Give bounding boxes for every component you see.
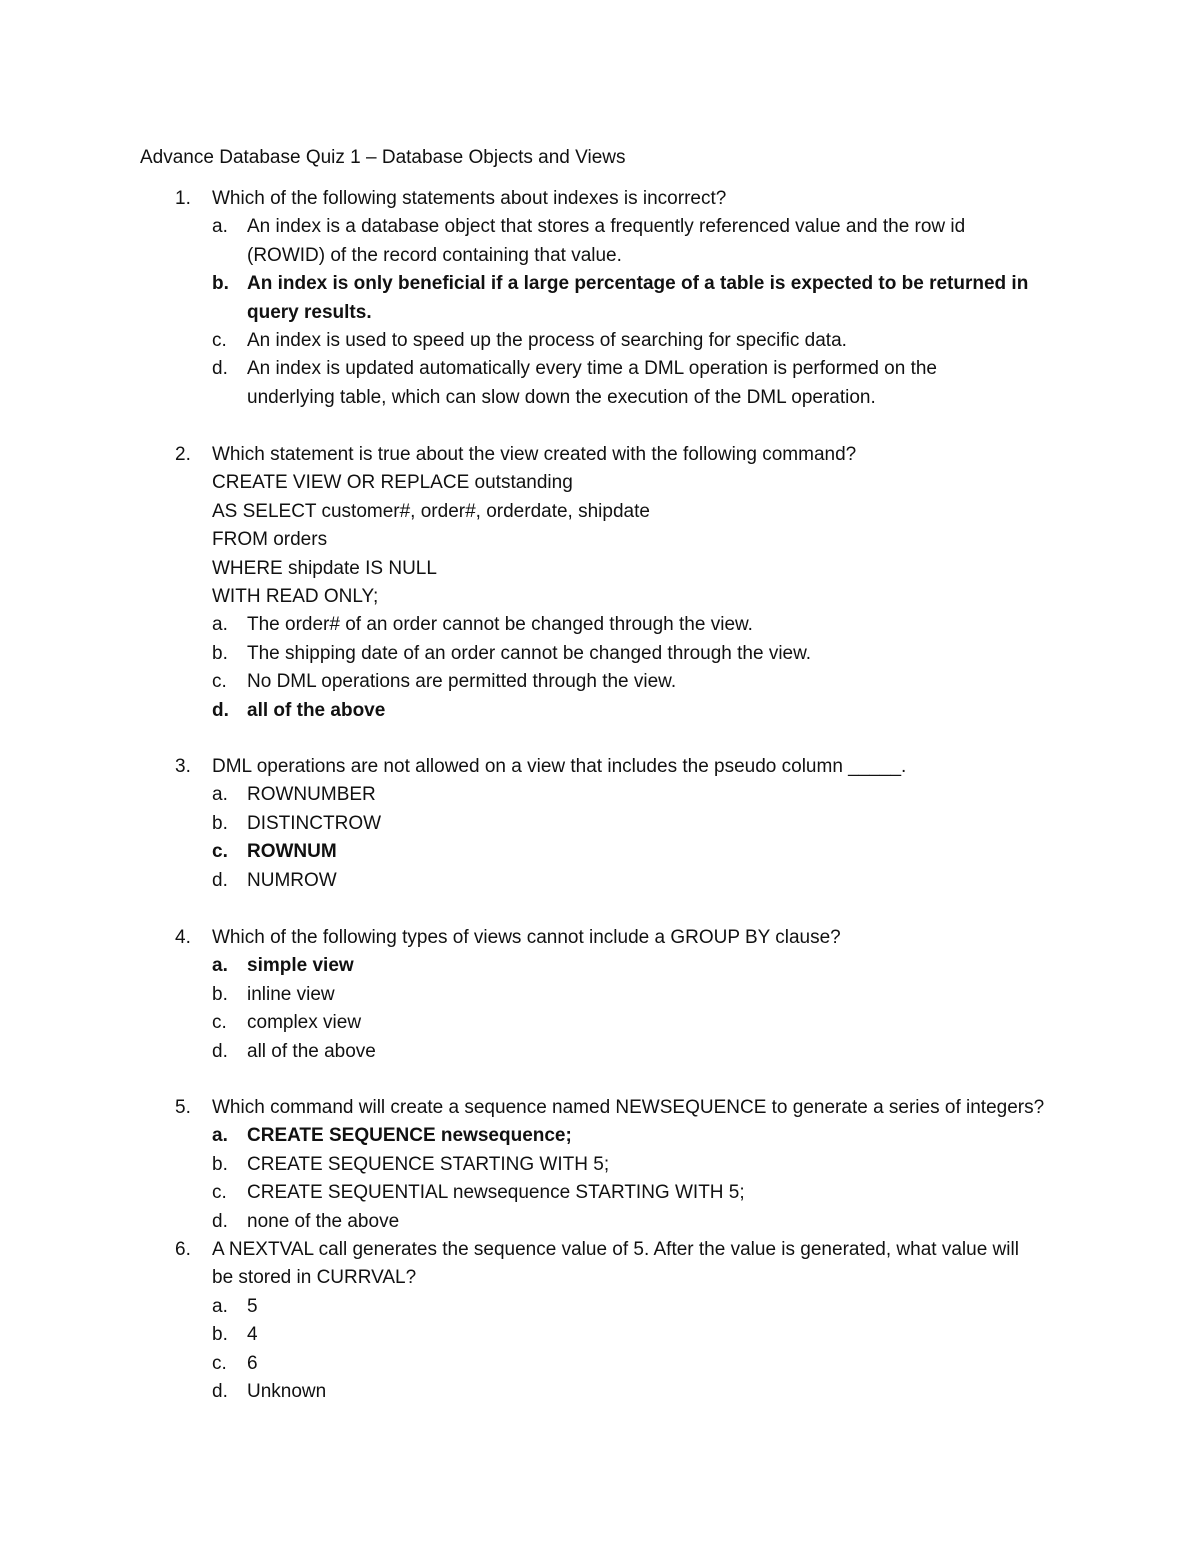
question-line [0,583,1200,611]
question-text: CREATE VIEW OR REPLACE outstanding [212,472,573,494]
question-line [0,1236,1200,1264]
option-b-line [0,299,1200,327]
question-5 [0,1094,1200,1236]
option-b-line [0,1321,1200,1349]
option-letter: d. [212,358,228,380]
question-text: be stored in CURRVAL? [212,1267,417,1289]
option-text: ROWNUM [247,841,337,863]
option-text: NUMROW [247,869,337,891]
question-line [0,526,1200,554]
option-c-line [0,838,1200,866]
option-letter: b. [212,1324,228,1346]
question-number: 5. [175,1097,191,1118]
option-text: 4 [247,1324,258,1346]
question-line [0,1094,1200,1122]
option-a-line [0,242,1200,270]
option-text: 5 [247,1295,258,1317]
question-line [0,441,1200,469]
option-a-line [0,1122,1200,1150]
option-letter: d. [212,1210,228,1232]
question-line [0,1264,1200,1292]
option-letter: d. [212,869,228,891]
question-text: A NEXTVAL call generates the sequence value of 5. After the value is generated, what value will [212,1239,1019,1260]
question-number: 3. [175,756,191,777]
option-text: An index is updated automatically every time a DML operation is performed on the [247,358,937,380]
question-text: WITH READ ONLY; [212,585,379,607]
option-text: An index is used to speed up the process of searching for specific data. [247,329,847,351]
option-c-line [0,327,1200,355]
option-text: ROWNUMBER [247,784,376,806]
option-text: query results. [247,301,372,323]
option-text: An index is only beneficial if a large percentage of a table is expected to be returned in [247,273,1029,295]
option-letter: a. [212,1125,228,1147]
page-title: Advance Database Quiz 1 – Database Objects and Views [140,147,626,168]
option-text: The shipping date of an order cannot be changed through the view. [247,642,812,664]
option-letter: c. [212,329,227,351]
option-text: simple view [247,955,354,977]
option-c-line [0,1009,1200,1037]
question-6 [0,1236,1200,1406]
option-text: none of the above [247,1210,400,1232]
question-text: WHERE shipdate IS NULL [212,557,437,579]
option-text: all of the above [247,1040,376,1062]
option-letter: c. [212,671,227,693]
option-a-line [0,213,1200,241]
option-a-line [0,1293,1200,1321]
option-letter: c. [212,1352,227,1374]
option-letter: c. [212,1182,227,1204]
option-letter: b. [212,642,228,664]
option-b-line [0,270,1200,298]
option-text: all of the above [247,699,386,721]
option-b-line [0,981,1200,1009]
question-line [0,469,1200,497]
option-text: CREATE SEQUENCE STARTING WITH 5; [247,1153,610,1175]
option-text: complex view [247,1012,362,1034]
option-d-line [0,1208,1200,1236]
option-d-line [0,1038,1200,1066]
option-d-line [0,697,1200,725]
option-text: No DML operations are permitted through the view. [247,671,677,693]
question-1 [0,185,1200,412]
option-text: (ROWID) of the record containing that value. [247,244,622,266]
option-b-line [0,640,1200,668]
option-text: Unknown [247,1380,327,1402]
question-line [0,924,1200,952]
option-text: underlying table, which can slow down the execution of the DML operation. [247,386,876,408]
option-letter: b. [212,273,229,295]
question-line [0,498,1200,526]
option-text: 6 [247,1352,258,1374]
option-c-line [0,668,1200,696]
option-letter: a. [212,955,228,977]
question-text: Which of the following types of views cannot include a GROUP BY clause? [212,927,841,948]
option-text: An index is a database object that stores a frequently referenced value and the row id [247,216,966,238]
option-letter: d. [212,699,229,721]
option-d-line [0,1378,1200,1406]
option-letter: d. [212,1380,228,1402]
option-b-line [0,1151,1200,1179]
option-text: DISTINCTROW [247,812,382,834]
question-4 [0,924,1200,1066]
option-letter: d. [212,1040,228,1062]
option-letter: c. [212,1012,227,1034]
question-text: FROM orders [212,529,328,551]
option-d-line [0,355,1200,383]
option-a-line [0,781,1200,809]
option-letter: b. [212,1153,228,1175]
question-text: Which statement is true about the view created with the following command? [212,444,857,465]
option-d-line [0,867,1200,895]
question-number: 1. [175,188,191,209]
question-number: 4. [175,927,191,948]
question-line [0,753,1200,781]
option-letter: b. [212,983,228,1005]
option-text: inline view [247,983,335,1005]
option-letter: b. [212,812,228,834]
option-letter: a. [212,614,228,636]
option-a-line [0,611,1200,639]
option-c-line [0,1179,1200,1207]
question-3 [0,753,1200,895]
question-text: AS SELECT customer#, order#, orderdate, shipdate [212,500,650,522]
option-letter: a. [212,1295,228,1317]
question-number: 2. [175,444,191,465]
option-text: CREATE SEQUENTIAL newsequence STARTING WITH 5; [247,1182,745,1204]
question-line [0,185,1200,213]
option-letter: c. [212,841,228,863]
option-b-line [0,810,1200,838]
option-c-line [0,1350,1200,1378]
question-2 [0,441,1200,725]
option-letter: a. [212,216,228,238]
question-text: DML operations are not allowed on a view that includes the pseudo column _____. [212,756,907,777]
option-text: The order# of an order cannot be changed through the view. [247,614,753,636]
question-line [0,555,1200,583]
option-text: CREATE SEQUENCE newsequence; [247,1125,572,1147]
question-text: Which command will create a sequence named NEWSEQUENCE to generate a series of integers? [212,1097,1045,1118]
option-d-line [0,384,1200,412]
question-text: Which of the following statements about indexes is incorrect? [212,188,727,209]
option-letter: a. [212,784,228,806]
question-number: 6. [175,1239,191,1260]
option-a-line [0,952,1200,980]
